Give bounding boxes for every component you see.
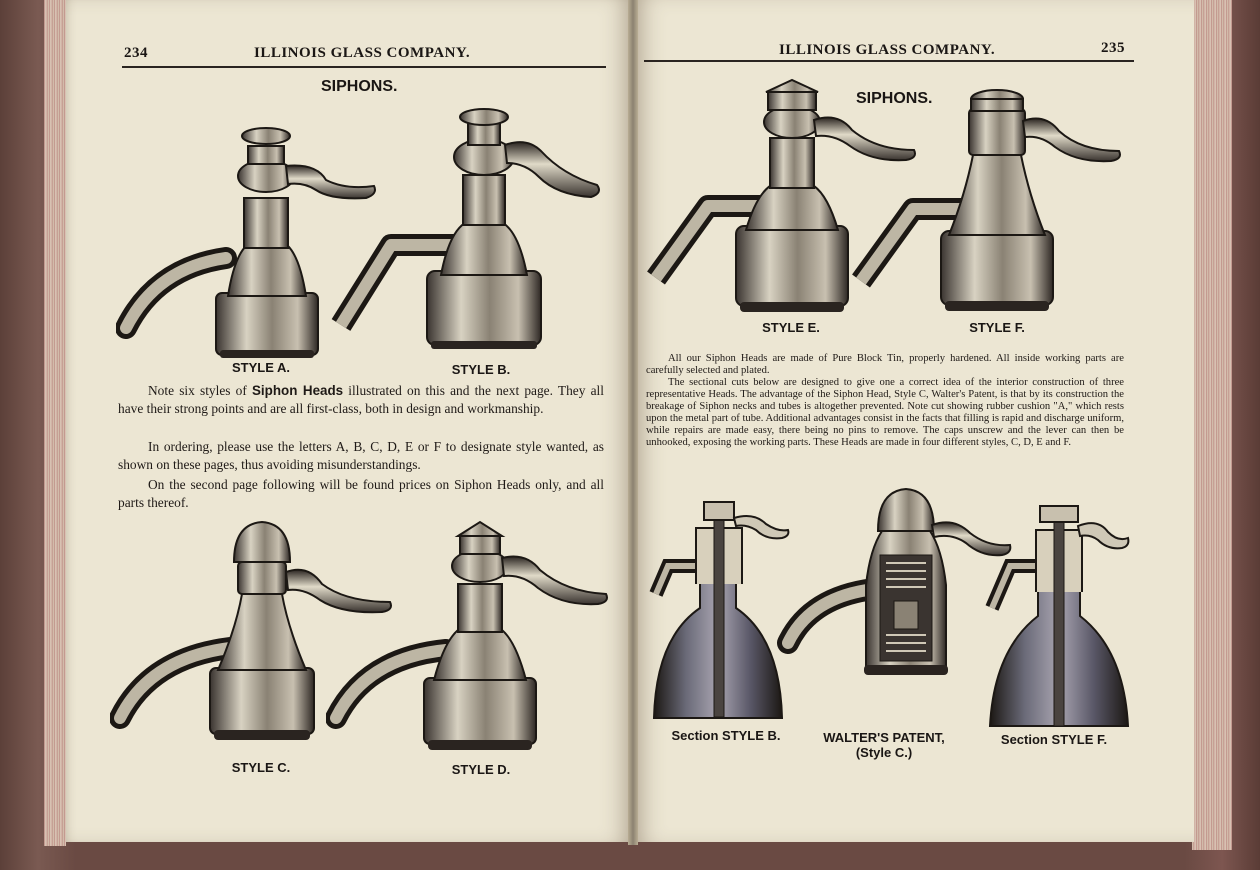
- page-title: SIPHONS.: [321, 78, 398, 95]
- description-text: [646, 353, 1124, 449]
- p3-text: On the second page following will be found prices on Siphon Heads only, and all parts thereof.: [118, 477, 604, 510]
- page-title-right: SIPHONS.: [856, 90, 933, 107]
- section-style-b-illustration: [644, 488, 794, 723]
- caption-style-a: STYLE A.: [231, 360, 291, 375]
- siphon-style-d-illustration: [326, 518, 616, 763]
- siphon-style-b-illustration: [331, 105, 611, 360]
- page-number: 234: [124, 45, 148, 61]
- siphon-style-f-illustration: [849, 85, 1129, 320]
- walters-patent-line1: WALTER'S PATENT,: [823, 730, 945, 745]
- caption-style-f: STYLE F.: [969, 320, 1025, 335]
- intro-paragraph: [118, 382, 604, 417]
- description-para-2: The sectional cuts below are designed to give one a correct idea of the interior construction of three representative Heads. The advantage of the Siphon Head, Style C, Walter's Patent, is that by its construction the breakage of Siphon necks and tubes is altogether prevented. Note cut showing rubber cushion "A," which rests upon the metal part of tube. Additional advantages consist in the facts that filling is rapid and discharge uniform, while repairs are made easy, there being no pins to remove. The caps unscrew and the lever can then be unhooked, exposing the working parts. These Heads are made in four different styles, C, D, E and F.: [646, 377, 1124, 448]
- caption-style-e: STYLE E.: [762, 320, 820, 335]
- section-style-f-illustration: [984, 500, 1134, 730]
- p2-text: In ordering, please use the letters A, B, C, D, E or F to designate style wanted, as shown on these pages, thus avoiding misunderstandings.: [118, 439, 604, 472]
- running-head-right: ILLINOIS GLASS COMPANY.: [779, 42, 996, 58]
- p1-text-b: illustrated on this and the next page. They all have their strong points and are all first-class, both in design and workmanship.: [118, 383, 604, 416]
- page-number-right: 235: [1101, 40, 1125, 56]
- prices-paragraph: [118, 476, 604, 511]
- p1-text-a: Note six styles of: [148, 383, 247, 398]
- caption-style-c: STYLE C.: [231, 760, 291, 775]
- caption-style-d: STYLE D.: [451, 762, 511, 777]
- ordering-paragraph: [118, 438, 604, 473]
- page-edges-right: [1192, 0, 1232, 850]
- description-para-1: All our Siphon Heads are made of Pure Block Tin, properly hardened. All inside working parts are carefully selected and plated.: [646, 353, 1124, 376]
- header-rule-right: [644, 60, 1134, 62]
- left-page: [66, 0, 632, 842]
- caption-style-b: STYLE B.: [451, 362, 511, 377]
- book-spine: [628, 0, 638, 845]
- caption-walters-patent: [804, 730, 964, 760]
- walters-patent-illustration: [774, 485, 1014, 685]
- header-rule: [122, 66, 606, 68]
- running-head: ILLINOIS GLASS COMPANY.: [254, 45, 471, 61]
- right-page: [634, 0, 1194, 842]
- p1-bold-text: Siphon Heads: [252, 383, 344, 398]
- walters-patent-line2: (Style C.): [855, 745, 913, 760]
- caption-section-style-b: Section STYLE B.: [671, 728, 781, 743]
- page-edges-left: [44, 0, 66, 846]
- caption-section-style-f: Section STYLE F.: [1000, 732, 1108, 747]
